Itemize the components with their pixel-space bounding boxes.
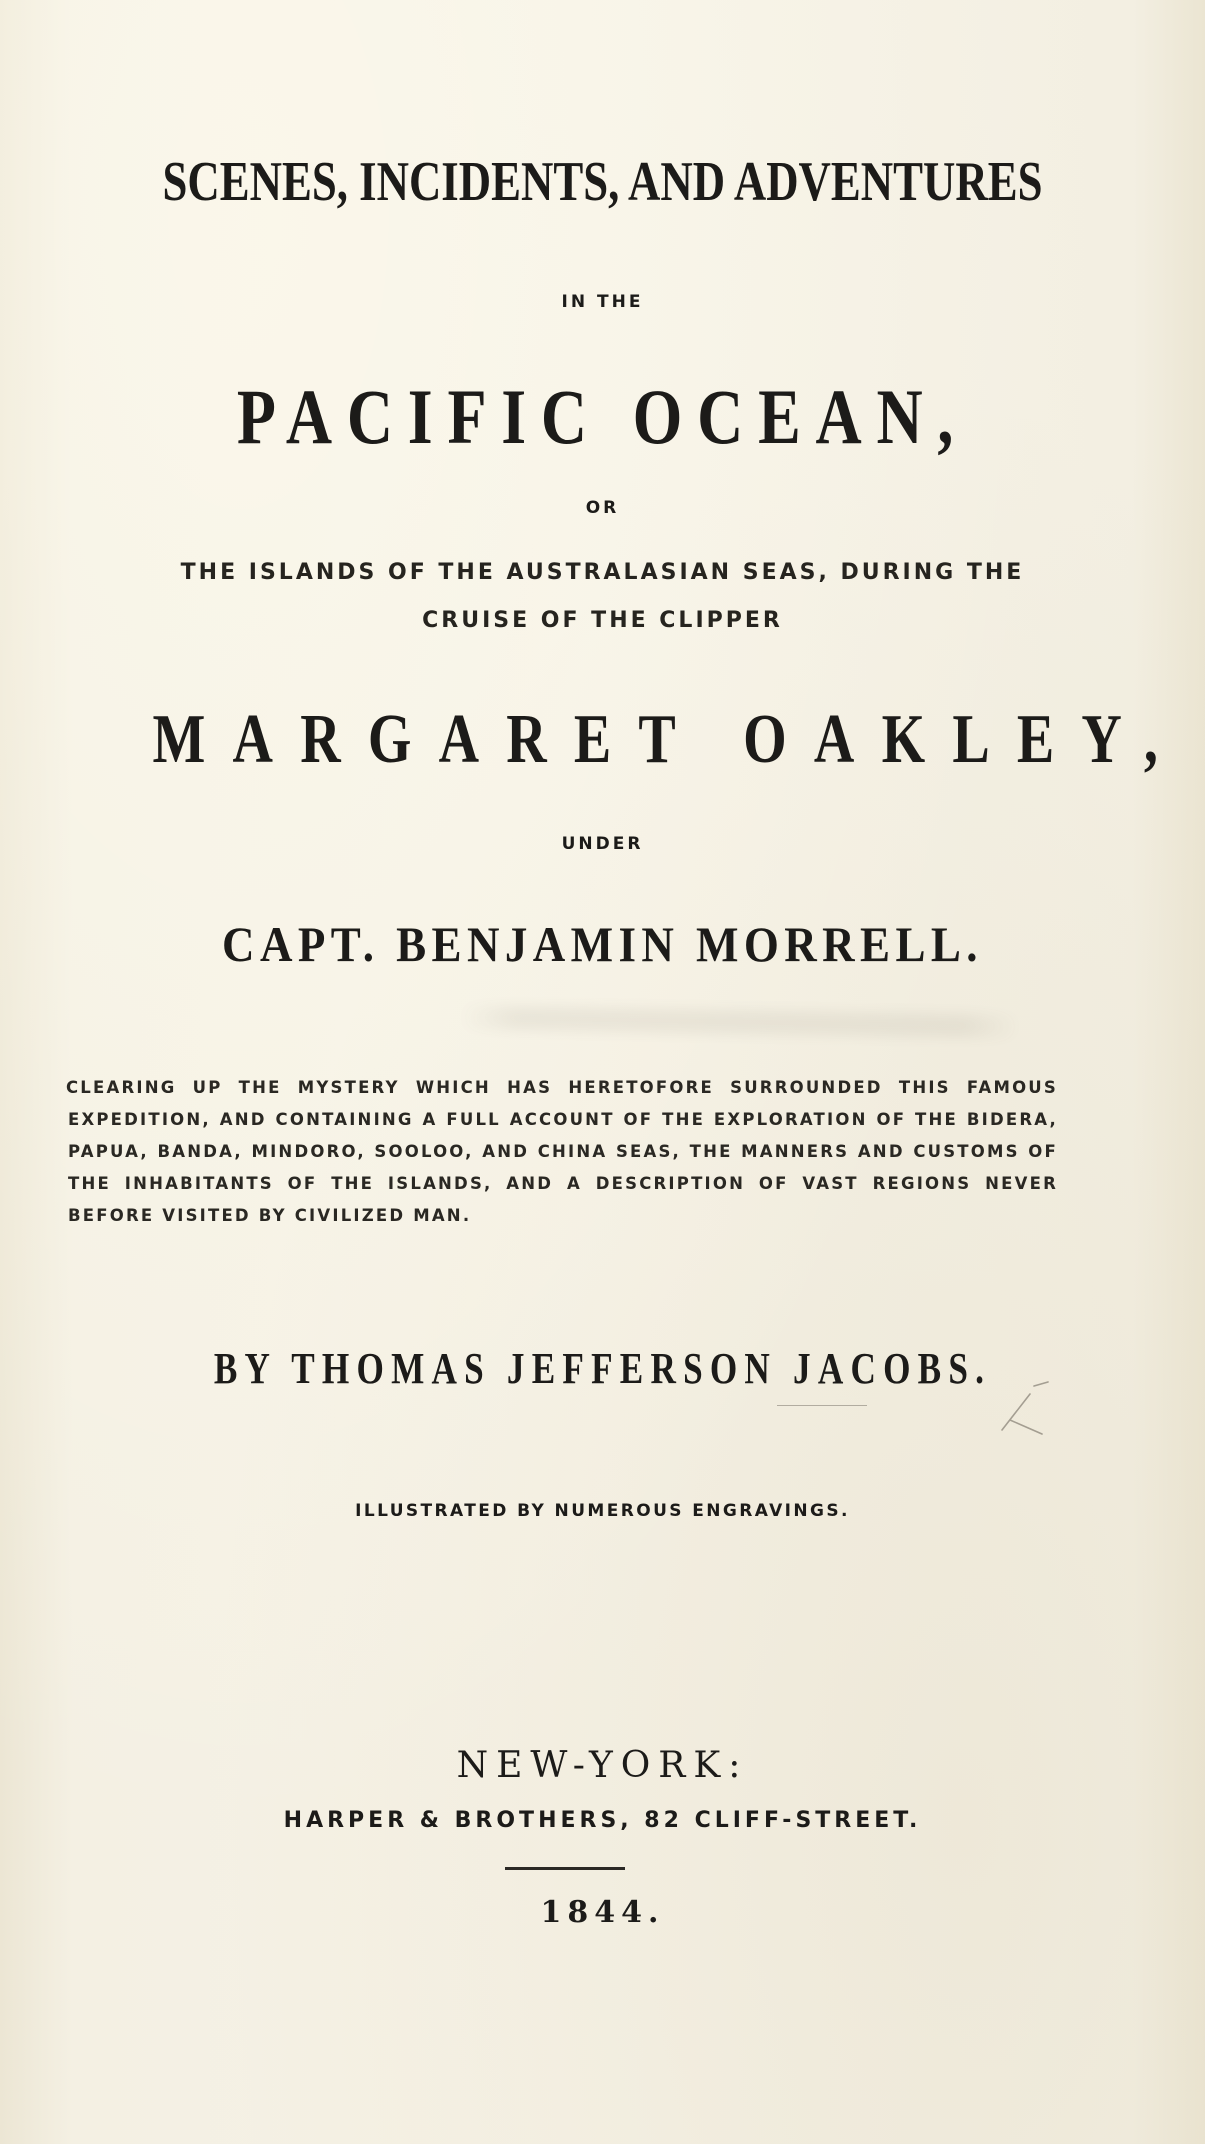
in-the-label: IN THE <box>561 292 644 312</box>
author-line: BY THOMAS JEFFERSON JACOBS. <box>213 1344 992 1393</box>
captain-name: CAPT. BENJAMIN MORRELL. <box>222 916 983 972</box>
pencil-rule <box>777 1405 867 1406</box>
under-label: UNDER <box>561 834 644 854</box>
or-label: OR <box>585 498 620 518</box>
subtitle-line-2: CRUISE OF THE CLIPPER <box>422 608 783 633</box>
ship-name-title: MARGARET OAKLEY, <box>152 701 1186 778</box>
imprint-rule <box>505 1867 625 1870</box>
illustrated-note: ILLUSTRATED BY NUMEROUS ENGRAVINGS. <box>355 1501 850 1521</box>
imprint-publisher: HARPER & BROTHERS, 82 CLIFF-STREET. <box>283 1808 922 1833</box>
faint-stamp-bleedthrough <box>460 1005 1020 1039</box>
pencil-mark-icon <box>990 1380 1060 1440</box>
imprint-city: NEW-YORK: <box>456 1745 749 1786</box>
imprint-year: 1844. <box>540 1895 665 1930</box>
main-title: SCENES, INCIDENTS, AND ADVENTURES <box>162 151 1043 213</box>
description-paragraph: CLEARING UP THE MYSTERY WHICH HAS HERETOFORE SURROUNDED THIS FAMOUS EXPEDITION, AND CONTAINING A FULL ACCOUNT OF THE EXPLORATION OF THE BIDERA, PAPUA, BANDA, MINDORO, SOOLOO, AND CHINA SEAS, THE MANNERS AND CUSTOMS OF THE INHABITANTS OF THE ISLANDS, AND A DESCRIPTION OF VAST REGIONS NEVER BEFORE VISITED BY CIVILIZED MAN. <box>66 1078 1058 1225</box>
pacific-ocean-title: PACIFIC OCEAN, <box>236 373 969 460</box>
subtitle-line-1: THE ISLANDS OF THE AUSTRALASIAN SEAS, DURING THE <box>180 560 1025 585</box>
